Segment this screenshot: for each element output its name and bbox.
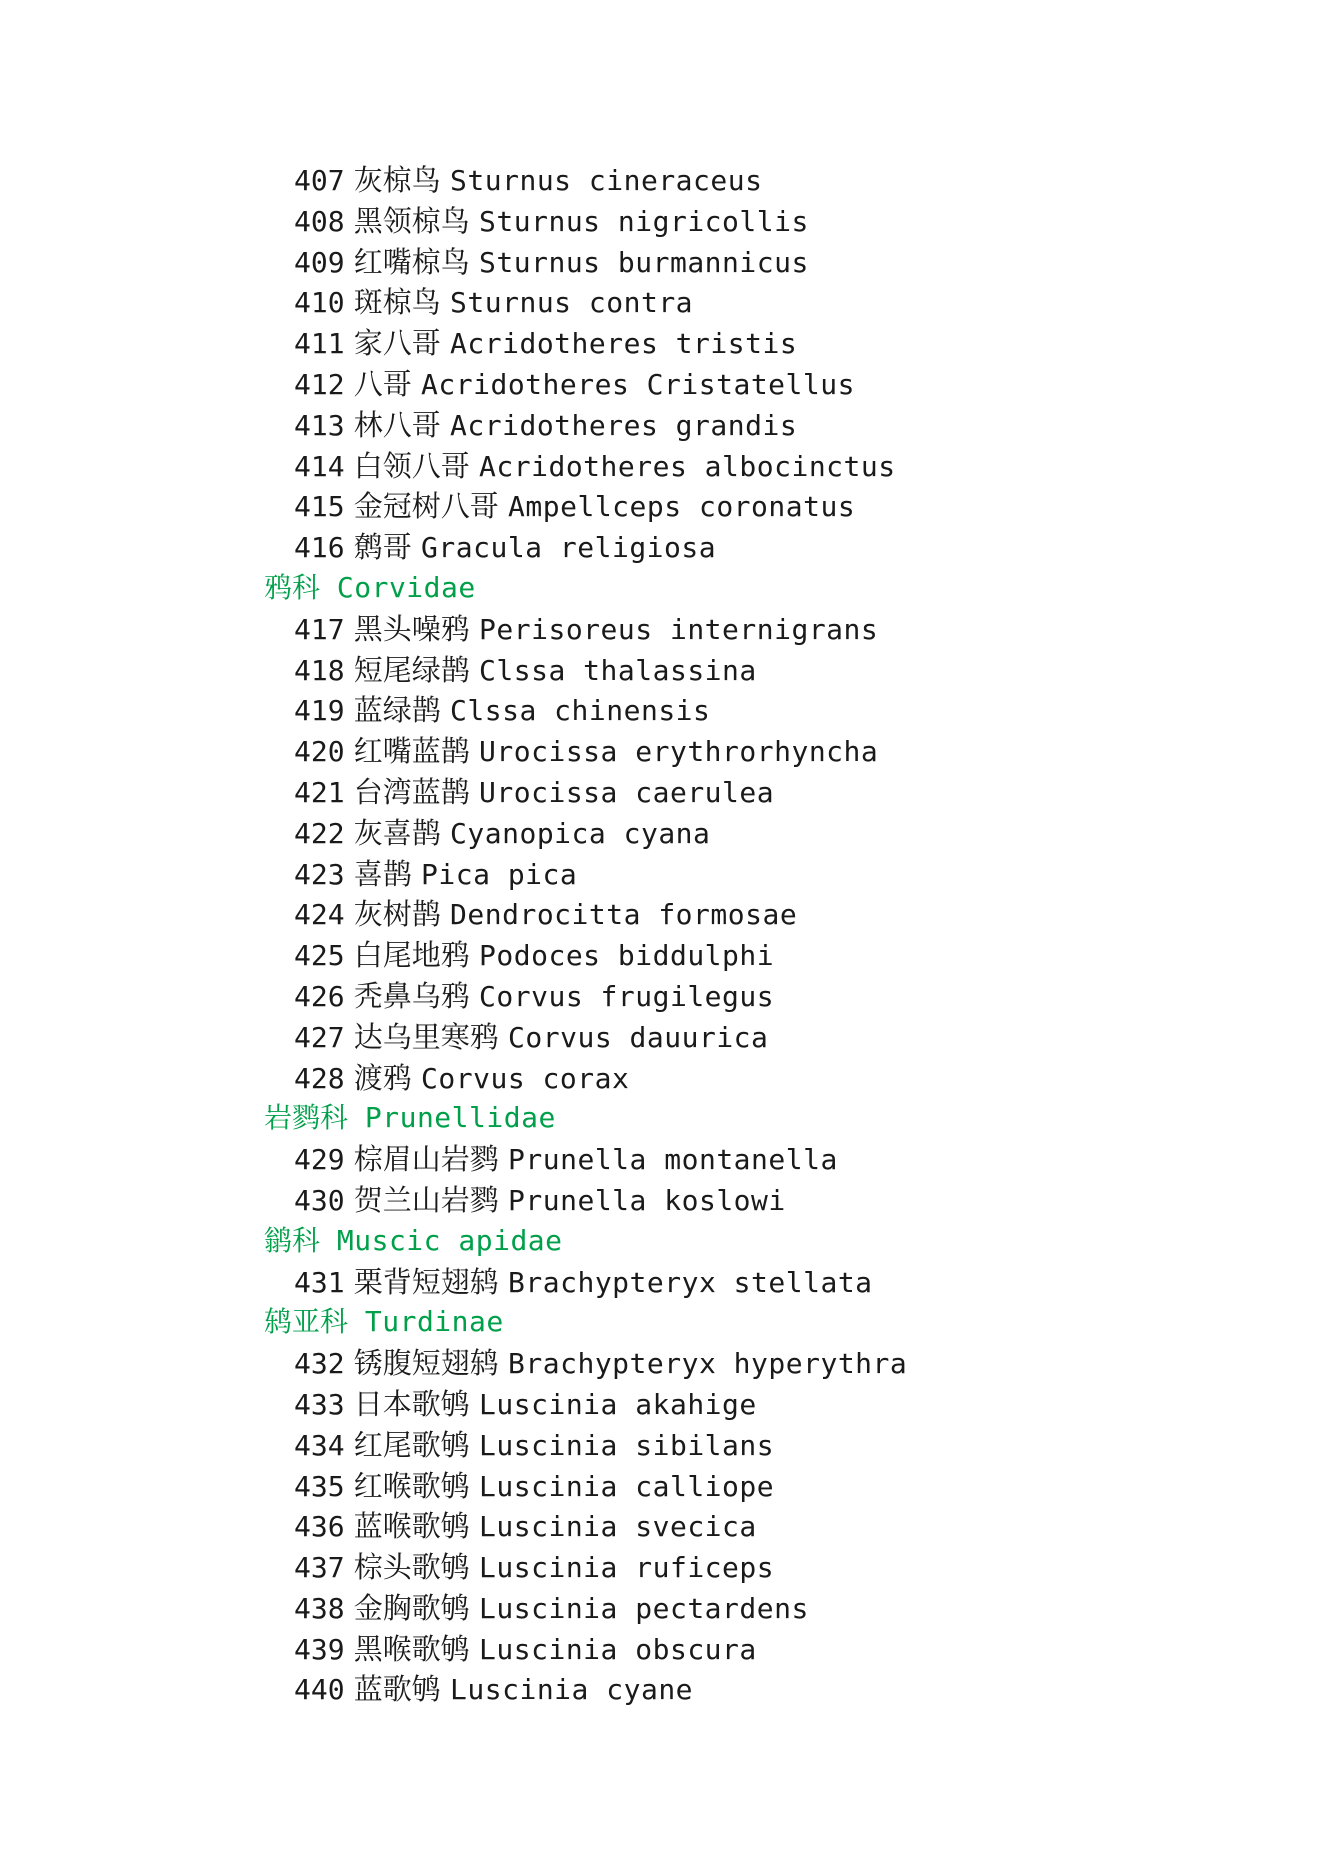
species-number: 438 — [294, 1591, 345, 1625]
species-entry — [264, 650, 1224, 691]
species-latin-name: Sturnus cineraceus — [450, 164, 763, 197]
species-chinese-name: 贺兰山岩鹨 — [353, 1182, 499, 1217]
species-entry — [264, 1017, 1224, 1058]
species-entry — [264, 690, 1224, 731]
species-chinese-name: 棕头歌鸲 — [353, 1550, 470, 1585]
species-chinese-name: 蓝歌鸲 — [353, 1672, 441, 1707]
species-number: 411 — [294, 327, 345, 361]
species-entry — [264, 1384, 1224, 1425]
species-entry — [264, 894, 1224, 935]
species-chinese-name: 蓝绿鹊 — [353, 693, 441, 728]
species-entry — [264, 364, 1224, 405]
family-chinese-name: 岩鹨科 — [264, 1101, 349, 1135]
species-latin-name: Urocissa caerulea — [479, 775, 775, 809]
species-number: 427 — [294, 1020, 345, 1054]
species-entry — [264, 1588, 1224, 1629]
species-latin-name: Corvus corax — [421, 1061, 630, 1095]
species-latin-name: Acridotheres tristis — [450, 327, 798, 361]
species-number: 435 — [294, 1469, 345, 1503]
species-chinese-name: 灰喜鹊 — [353, 815, 441, 850]
species-chinese-name: 台湾蓝鹊 — [353, 774, 470, 809]
species-chinese-name: 白领八哥 — [353, 448, 470, 483]
species-latin-name: Brachypteryx hyperythra — [508, 1347, 908, 1381]
family-chinese-name: 鸦科 — [264, 570, 321, 604]
species-number: 424 — [294, 898, 345, 932]
species-chinese-name: 灰椋鸟 — [353, 163, 441, 197]
species-entry — [264, 1547, 1224, 1588]
species-entry — [264, 242, 1224, 283]
species-latin-name: Urocissa erythrorhyncha — [479, 735, 879, 769]
species-latin-name: Brachypteryx stellata — [508, 1265, 873, 1299]
species-chinese-name: 日本歌鸲 — [353, 1386, 470, 1421]
species-chinese-name: 金冠树八哥 — [353, 489, 499, 524]
species-latin-name: Ampellceps coronatus — [508, 490, 856, 524]
family-latin-name: Muscic apidae — [336, 1223, 563, 1257]
species-latin-name: Podoces biddulphi — [479, 939, 775, 973]
species-latin-name: Luscinia ruficeps — [479, 1551, 775, 1585]
species-chinese-name: 短尾绿鹊 — [353, 652, 470, 687]
family-heading — [264, 1098, 1224, 1139]
species-latin-name: Acridotheres grandis — [450, 408, 798, 442]
species-number: 429 — [294, 1143, 345, 1177]
species-latin-name: Corvus frugilegus — [479, 979, 775, 1013]
species-entry — [264, 1629, 1224, 1670]
species-latin-name: Luscinia cyane — [450, 1673, 694, 1707]
species-number: 437 — [294, 1551, 345, 1585]
species-chinese-name: 蓝喉歌鸲 — [353, 1509, 470, 1544]
species-latin-name: Luscinia sibilans — [479, 1428, 775, 1462]
species-number: 415 — [294, 490, 345, 524]
species-entry — [264, 609, 1224, 650]
species-number: 420 — [294, 735, 345, 769]
species-number: 409 — [294, 245, 345, 279]
species-chinese-name: 喜鹊 — [353, 856, 412, 891]
species-latin-name: Luscinia akahige — [479, 1387, 757, 1421]
species-number: 408 — [294, 204, 345, 238]
species-chinese-name: 红喉歌鸲 — [353, 1468, 470, 1503]
species-chinese-name: 黑头噪鸦 — [353, 611, 470, 646]
species-entry — [264, 772, 1224, 813]
species-chinese-name: 林八哥 — [353, 407, 441, 442]
species-number: 422 — [294, 816, 345, 850]
species-number: 423 — [294, 857, 345, 891]
species-latin-name: Gracula religiosa — [421, 531, 717, 565]
species-chinese-name: 八哥 — [353, 366, 412, 401]
species-number: 432 — [294, 1347, 345, 1381]
species-latin-name: Sturnus nigricollis — [479, 204, 809, 238]
species-entry — [264, 160, 1224, 201]
species-entry — [264, 1343, 1224, 1384]
species-number: 421 — [294, 775, 345, 809]
species-chinese-name: 灰树鹊 — [353, 897, 441, 932]
species-chinese-name: 栗背短翅鸫 — [353, 1264, 499, 1299]
species-chinese-name: 红尾歌鸲 — [353, 1427, 470, 1462]
species-latin-name: Clssa thalassina — [479, 653, 757, 687]
species-entry — [264, 813, 1224, 854]
species-chinese-name: 鹩哥 — [353, 530, 412, 565]
species-latin-name: Prunella koslowi — [508, 1183, 786, 1217]
species-number: 431 — [294, 1265, 345, 1299]
family-latin-name: Turdinae — [364, 1305, 504, 1339]
species-latin-name: Clssa chinensis — [450, 694, 711, 728]
species-number: 413 — [294, 408, 345, 442]
species-entry — [264, 486, 1224, 527]
species-latin-name: Luscinia svecica — [479, 1510, 757, 1544]
family-chinese-name: 鹟科 — [264, 1223, 321, 1257]
species-entry — [264, 201, 1224, 242]
species-latin-name: Sturnus burmannicus — [479, 245, 809, 279]
species-chinese-name: 斑椋鸟 — [353, 285, 441, 320]
species-latin-name: Luscinia obscura — [479, 1632, 757, 1666]
species-entry — [264, 446, 1224, 487]
species-chinese-name: 黑喉歌鸲 — [353, 1631, 470, 1666]
species-latin-name: Prunella montanella — [508, 1143, 838, 1177]
species-entry — [264, 527, 1224, 568]
family-chinese-name: 鸫亚科 — [264, 1305, 349, 1339]
species-entry — [264, 1669, 1224, 1710]
species-number: 426 — [294, 979, 345, 1013]
species-number: 410 — [294, 286, 345, 320]
species-entry — [264, 323, 1224, 364]
species-latin-name: Acridotheres albocinctus — [479, 449, 896, 483]
species-chinese-name: 红嘴蓝鹊 — [353, 734, 470, 769]
species-number: 439 — [294, 1632, 345, 1666]
species-entry — [264, 1139, 1224, 1180]
species-number: 414 — [294, 449, 345, 483]
species-number: 418 — [294, 653, 345, 687]
species-latin-name: Luscinia calliope — [479, 1469, 775, 1503]
species-latin-name: Corvus dauurica — [508, 1020, 769, 1054]
species-number: 440 — [294, 1673, 345, 1707]
species-chinese-name: 达乌里寒鸦 — [353, 1019, 499, 1054]
family-latin-name: Prunellidae — [364, 1101, 556, 1135]
species-entry — [264, 1058, 1224, 1099]
species-number: 436 — [294, 1510, 345, 1544]
species-latin-name: Pica pica — [421, 857, 578, 891]
species-number: 433 — [294, 1387, 345, 1421]
species-latin-name: Acridotheres Cristatellus — [421, 367, 855, 401]
species-number: 407 — [294, 164, 345, 197]
species-latin-name: Luscinia pectardens — [479, 1591, 809, 1625]
family-heading — [264, 1221, 1224, 1262]
family-latin-name: Corvidae — [336, 570, 476, 604]
species-entry — [264, 1180, 1224, 1221]
species-chinese-name: 锈腹短翅鸫 — [353, 1346, 499, 1381]
species-entry — [264, 976, 1224, 1017]
species-number: 430 — [294, 1183, 345, 1217]
species-number: 417 — [294, 612, 345, 646]
species-entry — [264, 935, 1224, 976]
species-chinese-name: 黑领椋鸟 — [353, 203, 470, 238]
species-number: 412 — [294, 367, 345, 401]
species-chinese-name: 红嘴椋鸟 — [353, 244, 470, 279]
species-latin-name: Dendrocitta formosae — [450, 898, 798, 932]
species-chinese-name: 渡鸦 — [353, 1060, 412, 1095]
species-latin-name: Sturnus contra — [450, 286, 694, 320]
species-entry — [264, 1506, 1224, 1547]
species-entry — [264, 282, 1224, 323]
species-chinese-name: 白尾地鸦 — [353, 938, 470, 973]
species-chinese-name: 秃鼻乌鸦 — [353, 978, 470, 1013]
species-entry — [264, 405, 1224, 446]
species-entry — [264, 1425, 1224, 1466]
species-number: 416 — [294, 531, 345, 565]
species-chinese-name: 金胸歌鸲 — [353, 1590, 470, 1625]
species-chinese-name: 家八哥 — [353, 326, 441, 361]
species-chinese-name: 棕眉山岩鹨 — [353, 1142, 499, 1177]
species-latin-name: Perisoreus internigrans — [479, 612, 879, 646]
species-entry — [264, 1262, 1224, 1303]
species-list — [264, 160, 1224, 1710]
family-heading — [264, 568, 1224, 609]
species-latin-name: Cyanopica cyana — [450, 816, 711, 850]
species-entry — [264, 854, 1224, 895]
species-number: 434 — [294, 1428, 345, 1462]
species-number: 419 — [294, 694, 345, 728]
species-number: 428 — [294, 1061, 345, 1095]
family-heading — [264, 1302, 1224, 1343]
species-number: 425 — [294, 939, 345, 973]
species-entry — [264, 731, 1224, 772]
species-entry — [264, 1466, 1224, 1507]
